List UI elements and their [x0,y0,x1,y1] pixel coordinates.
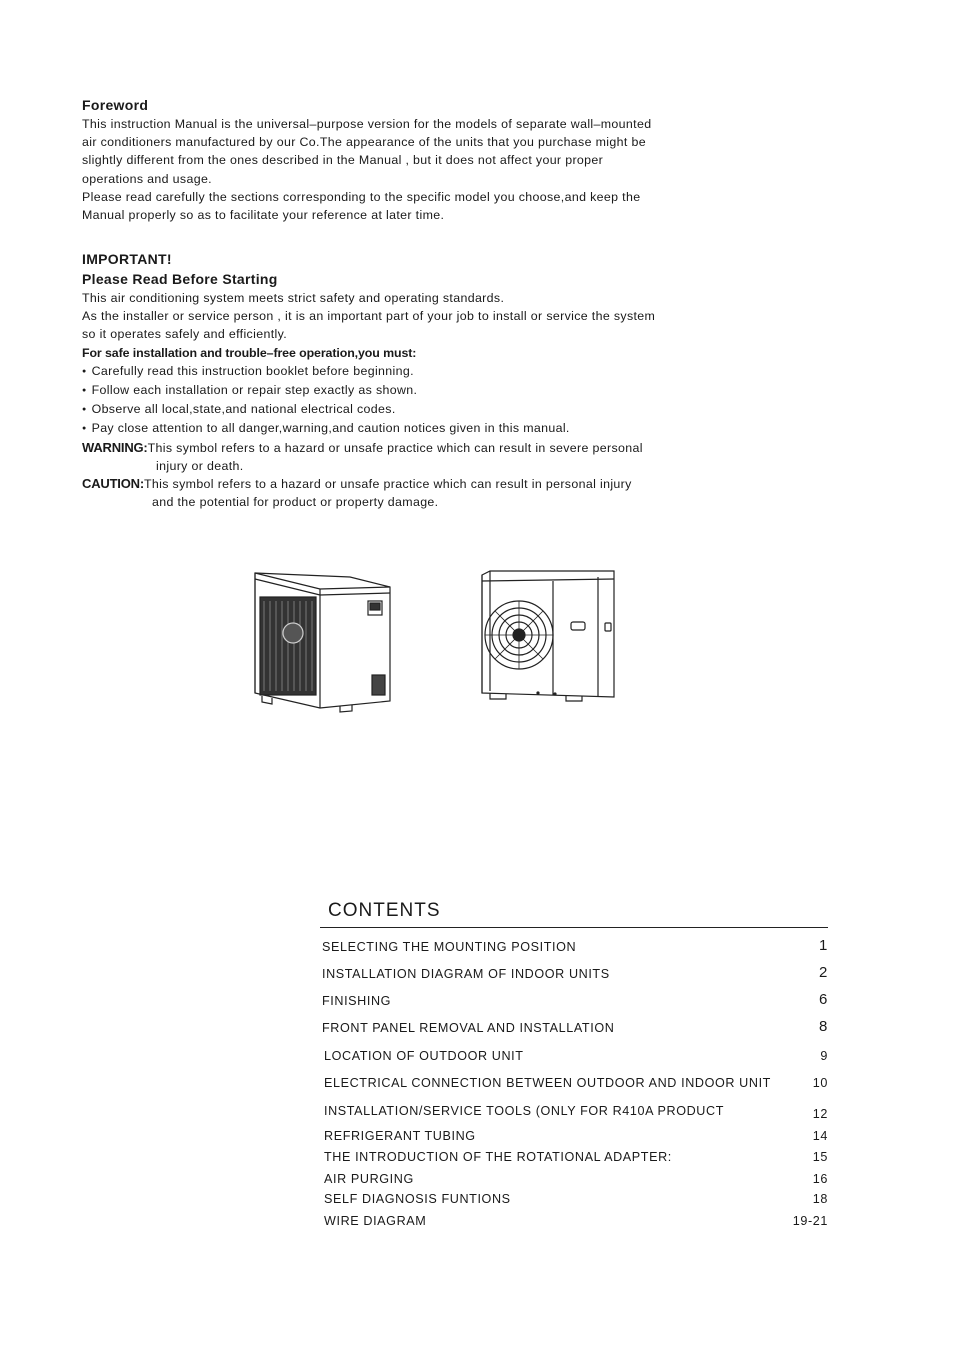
important-section [82,250,712,511]
outdoor-unit-right-drawing [482,571,614,701]
toc-entry-page: 8 [819,1018,828,1035]
warning-text: This symbol refers to a hazard or unsafe practice which can result in severe personal [147,440,643,455]
warning-text-cont: injury or death. [156,458,244,473]
toc-entry[interactable] [322,964,830,987]
bullet-item: ● Carefully read this instruction booklet before beginning. [82,362,712,381]
toc-entry-page: 12 [812,1107,828,1121]
toc-entry-page: 16 [812,1172,828,1186]
caution-label: CAUTION: [82,476,144,492]
toc-entry-page: 19-21 [792,1214,828,1228]
foreword-line: This instruction Manual is the universal–purpose version for the models of separate wall–mounted [82,117,652,131]
toc-entry-page: 6 [819,991,828,1008]
contents-divider [320,927,828,928]
toc-entry-title: LOCATION OF OUTDOOR UNIT [324,1049,524,1063]
foreword-line: Please read carefully the sections corresponding to the specific model you choose,and keep the [82,189,641,204]
foreword-line: slightly different from the ones described in the Manual , but it does not affect your proper [82,153,604,168]
toc-entry[interactable] [322,1214,830,1234]
must-line: For safe installation and trouble–free operation,you must: [82,345,417,360]
important-line: This air conditioning system meets strict safety and operating standards. [82,291,505,305]
important-line: As the installer or service person , it is an important part of your job to install or service the system [82,309,656,324]
toc-entry-title: FRONT PANEL REMOVAL AND INSTALLATION [322,1021,615,1035]
toc-entry[interactable] [322,1150,830,1170]
toc-entry-title: INSTALLATION DIAGRAM OF INDOOR UNITS [322,967,610,981]
foreword-section [82,96,712,224]
caution-text-cont: and the potential for product or property damage. [152,495,439,510]
toc-entry[interactable] [322,1192,830,1212]
toc-entry[interactable] [322,1172,830,1192]
toc-entry-page: 18 [812,1192,828,1206]
toc-entry-page: 15 [812,1150,828,1164]
toc-entry-title: INSTALLATION/SERVICE TOOLS (ONLY FOR R410A PRODUCT [324,1104,724,1118]
important-heading: IMPORTANT! [82,251,172,267]
toc-entry-title: SELF DIAGNOSIS FUNTIONS [324,1192,511,1206]
toc-entry-page: 2 [819,964,828,981]
toc-entry-title: SELECTING THE MOUNTING POSITION [322,940,577,954]
toc-entry-page: 9 [820,1049,828,1063]
toc-entry[interactable] [322,991,830,1014]
toc-entry-page: 1 [819,937,828,954]
bullet-item: ● Observe all local,state,and national electrical codes. [82,400,712,419]
toc-entry[interactable] [322,1104,830,1124]
toc-entry[interactable] [322,1018,830,1041]
caution-text: This symbol refers to a hazard or unsafe practice which can result in personal injury [143,477,632,492]
toc-entry-title: WIRE DIAGRAM [324,1214,427,1228]
contents-title: CONTENTS [328,900,441,921]
warning-note [82,439,712,457]
toc-entry-title: THE INTRODUCTION OF THE ROTATIONAL ADAPTER: [324,1150,672,1164]
foreword-line: operations and usage. [82,171,212,186]
toc-entry[interactable] [322,1129,830,1149]
toc-entry-title: AIR PURGING [324,1172,414,1186]
toc-entry[interactable] [322,1076,830,1096]
toc-entry[interactable] [322,937,830,960]
toc-entry-title: FINISHING [322,994,392,1008]
foreword-heading: Foreword [82,97,149,113]
toc-entry-page: 10 [812,1076,828,1090]
important-line: so it operates safely and efficiently. [82,327,288,342]
toc-entry-page: 14 [812,1129,828,1143]
foreword-line: Manual properly so as to facilitate your reference at later time. [82,208,445,223]
foreword-line: air conditioners manufactured by our Co.The appearance of the units that you purchase might be [82,135,646,150]
outdoor-units-illustration [250,565,630,720]
bullet-item: ● Follow each installation or repair step exactly as shown. [82,381,712,400]
toc-entry[interactable] [322,1049,830,1069]
toc-entry-title: ELECTRICAL CONNECTION BETWEEN OUTDOOR AND INDOOR UNIT [324,1076,771,1090]
outdoor-unit-left-drawing [255,573,390,712]
caution-note [82,475,712,493]
bullet-item: ● Pay close attention to all danger,warning,and caution notices given in this manual. [82,419,712,438]
toc-entry-title: REFRIGERANT TUBING [324,1129,476,1143]
important-subheading: Please Read Before Starting [82,271,278,287]
warning-label: WARNING: [82,439,148,455]
